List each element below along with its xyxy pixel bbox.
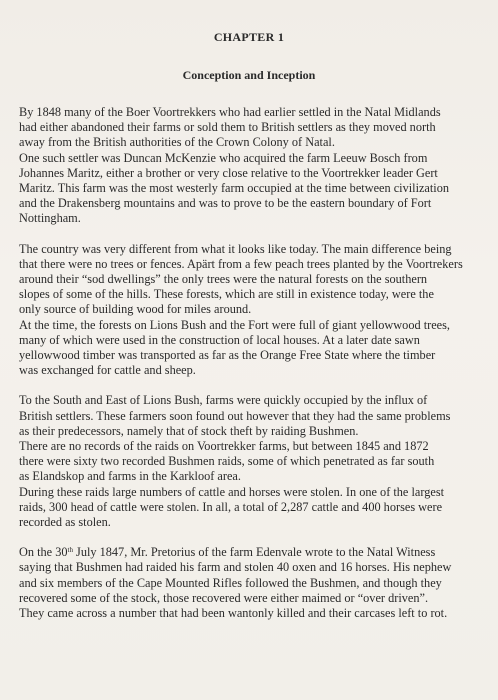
text-line: around their “sod dwellings” the only trees were the natural forests on the southern (19, 272, 428, 287)
text-line: They came across a number that had been wantonly killed and their carcases left to rot. (19, 606, 448, 621)
date-prefix: On the 30 (19, 545, 68, 560)
text-line: and the Drakensberg mountains and was to prove to be the eastern boundary of Fort (19, 196, 432, 211)
text-line: had either abandoned their farms or sold them to British settlers as they moved north (19, 120, 436, 135)
text-line: saying that Bushmen had raided his farm and stolen 40 oxen and 16 horses. His nephew (19, 560, 452, 575)
text-line: To the South and East of Lions Bush, farms were quickly occupied by the influx of (19, 393, 428, 408)
text-line: slopes of some of the hills. These forests, which are still in existence today, were the (19, 287, 434, 302)
text-line: Nottingham. (19, 211, 81, 226)
text-line: many of which were used in the construction of local houses. At a later date sawn (19, 332, 420, 347)
paragraph-4 (19, 545, 489, 621)
text-line: as their predecessors, namely that of stock theft by raiding Bushmen. (19, 423, 359, 438)
text-line: There are no records of the raids on Voortrekker farms, but between 1845 and 1872 (19, 439, 429, 454)
text-line: The country was very different from what it looks like today. The main difference being (19, 241, 452, 256)
paragraph-1 (19, 105, 489, 227)
text-line: there were sixty two recorded Bushmen raids, some of which penetrated as far south (19, 454, 435, 469)
text-line: Johannes Maritz, either a brother or very close relative to the Voortrekker leader Gert (19, 165, 438, 180)
text-line: At the time, the forests on Lions Bush and the Fort were full of giant yellowwood trees, (19, 317, 450, 332)
text-line: raids, 300 head of cattle were stolen. In all, a total of 2,287 cattle and 400 horses were (19, 499, 443, 514)
text-line: recorded as stolen. (19, 515, 111, 530)
text-line: yellowwood timber was transported as far as the Orange Free State where the timber (19, 348, 436, 363)
text-line: and six members of the Cape Mounted Rifles followed the Bushmen, and though they (19, 575, 442, 590)
text-line: British settlers. These farmers soon found out however that they had the same problems (19, 408, 451, 423)
text-line: By 1848 many of the Boer Voortrekkers who had earlier settled in the Natal Midlands (19, 105, 441, 119)
text-line: Maritz. This farm was the most westerly farm occupied at the time between civilization (19, 181, 450, 196)
text-line: as Elandskop and farms in the Karkloof area. (19, 469, 241, 484)
paragraph-3 (19, 393, 489, 530)
text-line (19, 545, 489, 560)
text-line: One such settler was Duncan McKenzie who acquired the farm Leeuw Bosch from (19, 150, 428, 165)
text-line: only source of building wood for miles around. (19, 302, 252, 317)
text-line: was exchanged for cattle and sheep. (19, 363, 196, 378)
body-text (19, 105, 489, 636)
text-line: away from the British authorities of the Crown Colony of Natal. (19, 135, 335, 150)
paragraph-2 (19, 242, 489, 379)
text-line: During these raids large numbers of cattle and horses were stolen. In one of the largest (19, 484, 445, 499)
text-line: recovered some of the stock, those recovered were either maimed or “over driven”. (19, 590, 429, 605)
date-ordinal-suffix: th (67, 546, 73, 555)
chapter-subtitle: Conception and Inception (182, 68, 316, 82)
text-line: that there were no trees or fences. Apärt from a few peach trees planted by the Voortrekers (19, 256, 463, 271)
chapter-heading: CHAPTER 1 (213, 30, 285, 44)
date-line-rest: July 1847, Mr. Pretorius of the farm Edenvale wrote to the Natal Witness (72, 545, 436, 560)
